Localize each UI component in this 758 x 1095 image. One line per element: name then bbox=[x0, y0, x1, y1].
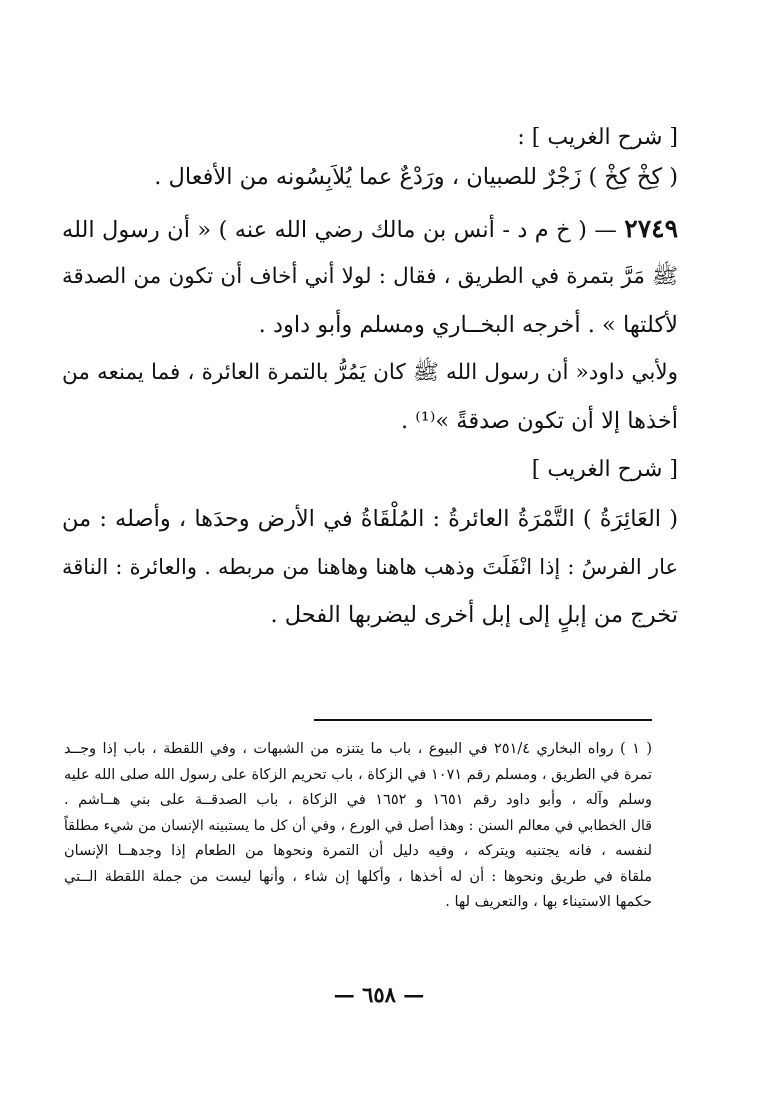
section-heading-gharib: [ شرح الغريب ] : bbox=[517, 125, 678, 150]
hadith-line-1 bbox=[62, 210, 678, 248]
footnote-line: ملقاة في طريق ونحوها : أن له أخذها ، وأكلها إن شاء ، وأنها ليست من جملة اللقطة الــتي bbox=[64, 868, 652, 885]
gharib-line: عار الفرسُ : إذا انْفَلَتَ وذهب هاهنا وهاهنا من مربطه . والعائرة : الناقة bbox=[62, 555, 678, 579]
hadith-line: ﷺ مَرَّ بتمرة في الطريق ، فقال : لولا أني أخاف أن تكون من الصدقة bbox=[62, 264, 678, 289]
hadith-line: أخذها إلا أن تكون صدقةً »⁽¹⁾ . bbox=[400, 408, 678, 434]
hadith-text: — ( خ م د - أنس بن مالك رضي الله عنه ) « أن رسول الله bbox=[62, 217, 617, 243]
footnotes bbox=[64, 737, 652, 916]
hadith-line: ولأبي داود« أن رسول الله ﷺ كان يَمُرُّ بالتمرة العائرة ، فما يمنعه من bbox=[62, 360, 678, 385]
hadith-number: ٢٧٤٩ bbox=[624, 214, 678, 243]
footnote-line: قال الخطابي في معالم السنن : وهذا أصل في الورع ، وفي أن كل ما يستبينه الإنسان من شيء مطلقاً bbox=[64, 817, 652, 834]
hadith-line: لأكلتها » . أخرجه البخــاري ومسلم وأبو داود . bbox=[258, 312, 678, 338]
section-heading-gharib-2: [ شرح الغريب ] bbox=[531, 457, 678, 482]
gharib-line: ( كِخْ كِخْ ) زَجْرٌ للصبيان ، ورَدْعٌ عما يُلاَبِسُونه من الأفعال . bbox=[154, 164, 678, 190]
gharib-line: تخرج من إبلٍ إلى إبل أخرى ليضربها الفحل . bbox=[270, 602, 678, 628]
page-number: — ٦٥٨ — bbox=[333, 982, 425, 1007]
footnote-line: لنفسه ، فانه يجتنبه ويتركه ، وفيه دليل أن التمرة ونحوها من الطعام إذا وجدهــا الإنسان bbox=[64, 843, 652, 859]
footnote-line: حكمها الاستيناء بها ، والتعريف لها . bbox=[445, 894, 652, 910]
footnote-line: تمرة في الطريق ، ومسلم رقم ١٠٧١ في الزكاة ، باب تحريم الزكاة على رسول الله صلى الله عليه bbox=[64, 766, 652, 783]
footnote-line: وسلم وآله ، وأبو داود رقم ١٦٥١ و ١٦٥٢ في الزكاة ، باب الصدقــة على بني هــاشم . bbox=[64, 792, 652, 808]
gharib-line: ( العَائِرَةُ ) التَّمْرَةُ العائرةُ : المُلْقَاةُ في الأرض وحدَها ، وأصله : من bbox=[62, 506, 678, 532]
footnote-line: ( ١ ) رواه البخاري ٢٥١/٤ في البيوع ، باب ما يتنزه من الشبهات ، وفي اللقطة ، باب إذا وجــد bbox=[64, 741, 652, 757]
main-text bbox=[62, 118, 678, 634]
footnote-divider bbox=[314, 719, 652, 721]
